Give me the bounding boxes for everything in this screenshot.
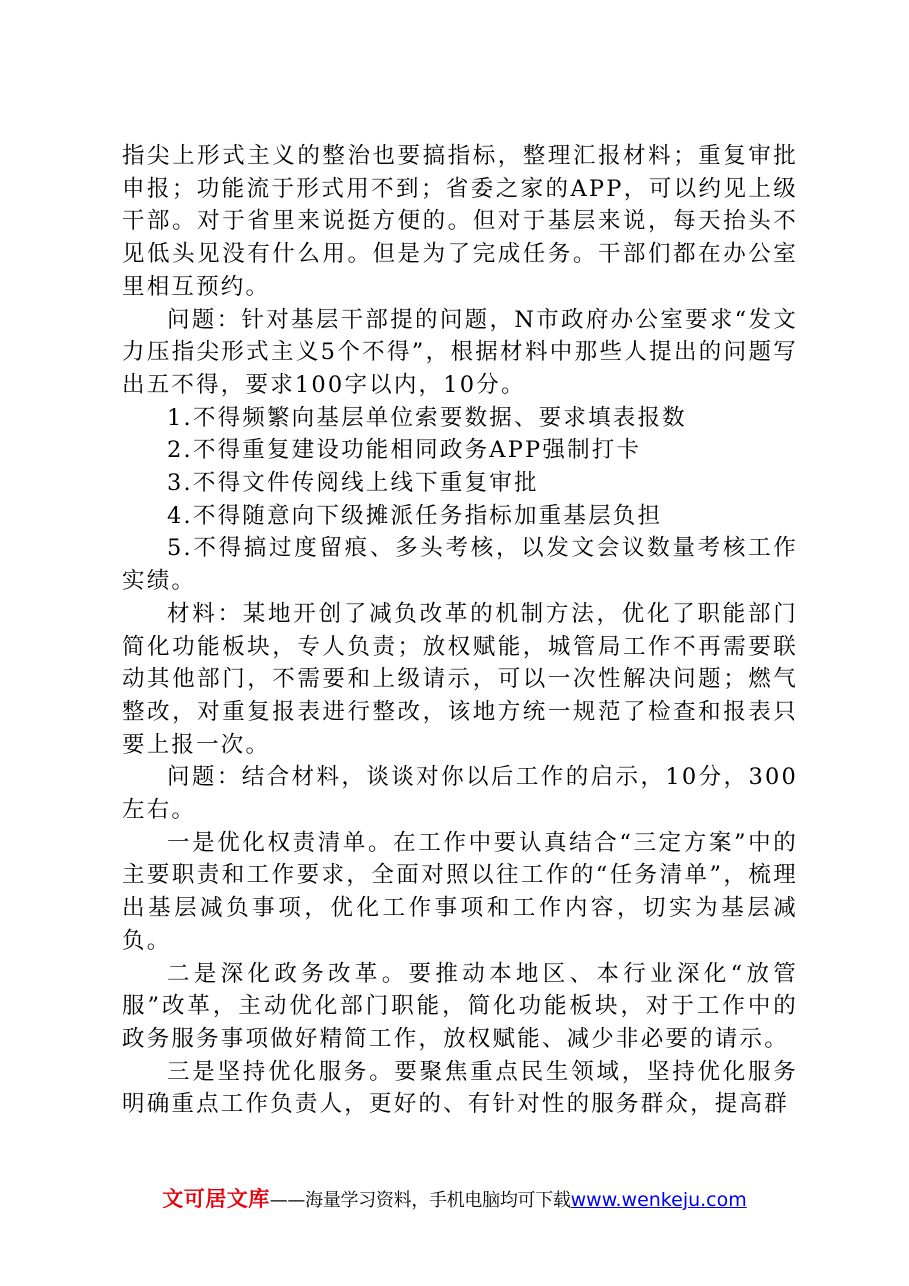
answer-point-2: 二是深化政务改革。要推动本地区、本行业深化“放管服”改革，主动优化部门职能，简化功能板块，对于工作中的政务服务事项做好精简工作，放权赋能、减少非必要的请示。 (122, 960, 798, 1052)
footer-site-link[interactable]: www.wenkeju.com (570, 1189, 747, 1211)
footer-brand: 文可居文库 (162, 1187, 270, 1211)
answer-item-5: 5.不得搞过度留痕、多头考核，以发文会议数量考核工作实绩。 (122, 535, 798, 595)
footer-banner (0, 1183, 909, 1213)
footer-tagline: ——海量学习资料，手机电脑均可下载 (269, 1190, 571, 1211)
answer-point-1: 一是优化权责清单。在工作中要认真结合“三定方案”中的主要职责和工作要求，全面对照以往工作的“任务清单”，梳理出基层减负事项，优化工作事项和工作内容，切实为基层减负。 (122, 829, 798, 954)
paragraph-question-2: 问题：结合材料，谈谈对你以后工作的启示，10分，300左右。 (122, 764, 798, 824)
document-body (122, 140, 798, 1121)
answer-item-2: 2.不得重复建设功能相同政务APP强制打卡 (167, 437, 642, 464)
answer-item-3: 3.不得文件传阅线上线下重复审批 (167, 470, 539, 497)
answer-item-1: 1.不得频繁向基层单位索要数据、要求填表报数 (167, 404, 687, 431)
paragraph-question-1: 问题：针对基层干部提的问题，N市政府办公室要求“发文力压指尖形式主义5个不得”，根据材料中那些人提出的问题写出五不得，要求100字以内，10分。 (122, 306, 798, 398)
answer-point-3: 三是坚持优化服务。要聚焦重点民生领域，坚持优化服务明确重点工作负责人，更好的、有针对性的服务群众，提高群 (122, 1058, 798, 1118)
answer-item-4: 4.不得随意向下级摊派任务指标加重基层负担 (167, 502, 663, 529)
paragraph-continuation: 指尖上形式主义的整治也要搞指标，整理汇报材料；重复审批申报；功能流于形式用不到；省委之家的APP，可以约见上级干部。对于省里来说挺方便的。但对于基层来说，每天抬头不见低头见没有什么用。但是为了完成任务。干部们都在办公室里相互预约。 (122, 143, 798, 300)
paragraph-material: 材料：某地开创了减负改革的机制方法，优化了职能部门简化功能板块，专人负责；放权赋能，城管局工作不再需要联动其他部门，不需要和上级请示，可以一次性解决问题；燃气整改，对重复报表进行整改，该地方统一规范了检查和报表只要上报一次。 (122, 600, 798, 758)
